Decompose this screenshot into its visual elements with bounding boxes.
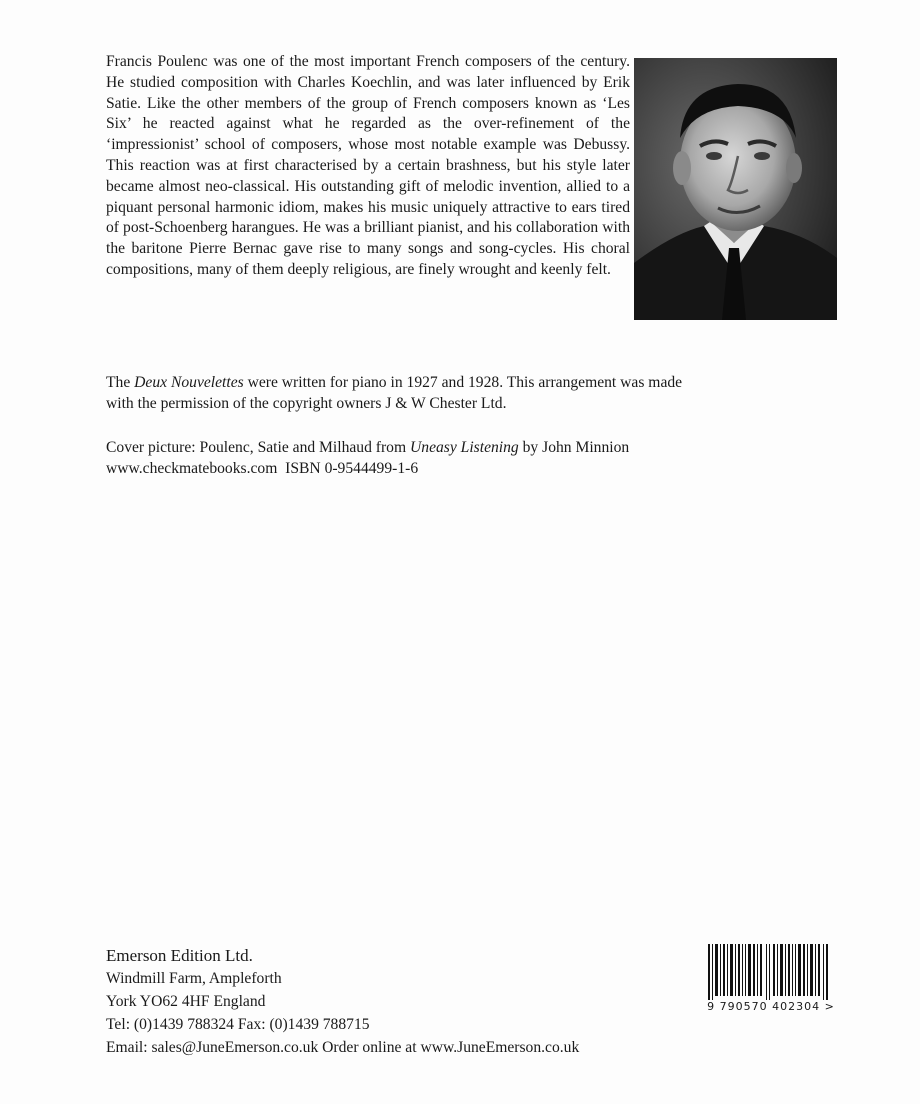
- barcode: [702, 944, 840, 1024]
- address-line-1: Windmill Farm, Ampleforth: [106, 970, 282, 987]
- publisher-address-block: [106, 944, 746, 1059]
- address-line-2: York YO62 4HF England: [106, 993, 266, 1010]
- barcode-digits: 9 790570 402304 >: [707, 1000, 835, 1013]
- composer-biography: Francis Poulenc was one of the most important French composers of the century. He studied composition with Charles Koechlin, and was later influenced by Erik Satie. Like the other members of the group of French composers known as ‘Les Six’ he reacted against what he regarded as the over-refinement of the ‘impressionist’ school of composers, whose most notable example was Debussy. This reaction was at first characterised by a certain brashness, but his style later became almost neo-classical. His outstanding gift of melodic invention, allied to a piquant personal harmonic idiom, makes his music uniquely attractive to ears tired of post-Schoenberg harangues. He was a brilliant pianist, and his collaboration with the baritone Pierre Bernac gave rise to many songs and song-cycles. His choral compositions, many of them deeply religious, are finely wrought and keenly felt.: [106, 53, 630, 278]
- email-order-line: Email: sales@JuneEmerson.co.uk Order online at www.JuneEmerson.co.uk: [106, 1039, 580, 1056]
- composer-portrait-photo: [634, 58, 837, 320]
- website-isbn-line: [106, 458, 846, 479]
- nouvelettes-line-1: The Deux Nouvelettes were written for piano in 1927 and 1928. This arrangement was made: [106, 374, 683, 391]
- cover-credit-line: Cover picture: Poulenc, Satie and Milhaud from Uneasy Listening by John Minnion: [106, 439, 630, 456]
- barcode-bars: [702, 944, 840, 1000]
- website-link[interactable]: www.checkmatebooks.com: [106, 460, 278, 477]
- cover-book-title: Uneasy Listening: [410, 439, 519, 456]
- work-title: Deux Nouvelettes: [134, 374, 244, 391]
- nouvelettes-line-2: with the permission of the copyright owners J & W Chester Ltd.: [106, 395, 507, 412]
- cover-credit: [106, 437, 846, 479]
- isbn: ISBN 0-9544499-1-6: [285, 460, 419, 477]
- phone-fax-line: Tel: (0)1439 788324 Fax: (0)1439 788715: [106, 1016, 370, 1033]
- publisher-name: Emerson Edition Ltd.: [106, 946, 253, 965]
- deux-nouvelettes-note: [106, 372, 846, 414]
